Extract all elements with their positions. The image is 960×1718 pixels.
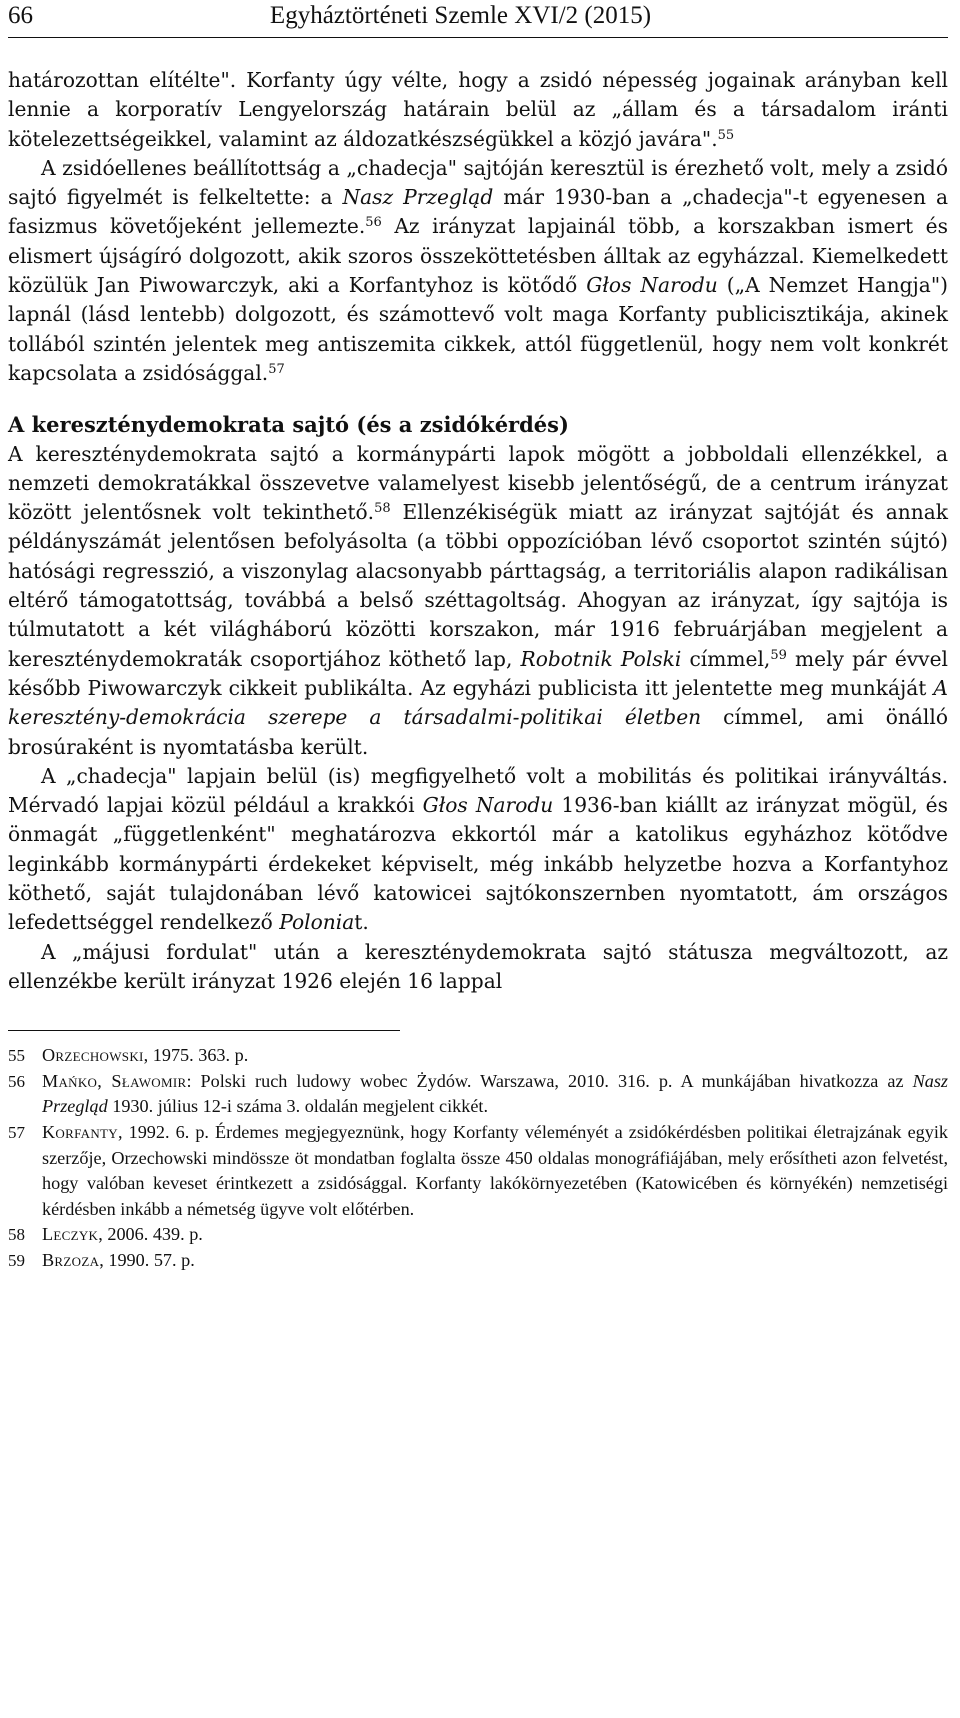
italic-title: A keresztény-demokrácia szerepe a társadalmi-politikai életben [8, 675, 948, 730]
page-header [8, 0, 948, 38]
paragraph-1-text: határozottan elítélte". Korfanty úgy vélte, hogy a zsidó népesség jogainak arányban kell lennie a korporatív Lengyelország határain belül az „állam és a társadalom iránti kötelezettségeikkel, valamint az áldozatkészségükkel a közjó javára". [8, 68, 948, 151]
footnote-author: Brzoza [42, 1249, 100, 1270]
paragraph-4-text: 1936-ban kiállt az irányzat mögül, és önmagát „függetlenként" meghatározva ekkortól már a katolikus egyházhoz kötődve leginkább kormánypárti érdekeket képviselt, még inkább helyzetbe hozva a Korfantyhoz köthető, saját tulajdonában lévő katowicei sajtókonszernben nyomtatott, ám országos lefedettséggel rendelkező [8, 793, 948, 935]
paragraph-5 [8, 938, 948, 997]
italic-title: Nasz Przegląd [42, 1070, 948, 1117]
footnote-author: Mańko, Sławomir [42, 1070, 187, 1091]
footnote-number: 59 [8, 1250, 25, 1270]
footnote-text [42, 1222, 948, 1248]
footnote-body: , 1990. 57. p. [99, 1249, 195, 1270]
footnote-author: Orzechowski [42, 1045, 144, 1066]
main-text [8, 66, 948, 996]
footnote-ref-59[interactable]: 59 [770, 647, 787, 663]
paragraph-3-text: címmel, ami önálló brosúraként is nyomtatásba került. [8, 705, 949, 759]
paragraph-2-text: már 1930-ban a „chadecja"-t egyenesen a fasizmus követőjeként jellemezte. [8, 185, 948, 239]
paragraph-3 [8, 440, 948, 762]
footnote-author: Leczyk [42, 1224, 99, 1245]
footnote-number: 58 [8, 1225, 25, 1245]
footnote-text [42, 1043, 948, 1069]
italic-title: Nasz Przegląd [342, 185, 494, 210]
italic-title: Głos Narodu [586, 273, 718, 298]
footnote-ref-58[interactable]: 58 [374, 501, 391, 517]
footnote-text [42, 1069, 948, 1120]
footnote-author: Korfanty [42, 1121, 118, 1142]
footnote-divider [8, 1030, 400, 1031]
footnote-56 [8, 1069, 948, 1120]
footnote-57 [8, 1120, 948, 1222]
section-heading: A kereszténydemokrata sajtó (és a zsidókérdés) [8, 412, 569, 438]
footnote-text [42, 1120, 948, 1222]
paragraph-4 [8, 762, 948, 938]
footnote-body: 1930. július 12-i száma 3. oldalán megjelent cikkét. [107, 1096, 489, 1117]
italic-title: Robotnik Polski [520, 646, 682, 671]
paragraph-4-text: A „chadecja" lapjain belül (is) megfigyelhető volt a mobilitás és politikai irányváltás. Mérvadó lapjai közül például a krakkói [8, 763, 948, 818]
paragraph-4-text: t. [354, 910, 369, 935]
paragraph-5-text: A „májusi fordulat" után a kereszténydemokrata sajtó státusza megváltozott, az ellenzékbe került irányzat 1926 elején 16 lappal [8, 939, 948, 993]
footnote-58 [8, 1222, 948, 1248]
footnote-body: , 2006. 439. p. [98, 1224, 203, 1245]
footnote-body: , 1992. 6. p. Érdemes megjegyeznünk, hogy Korfanty véleményét a zsidókérdésben politikai életrajzának egyik szerzője, Orzechowski mindössze öt mondatban foglalta össze 450 oldalas monográfiájában, mely erősítheti azon felvetést, hogy valóban keveset érintkezett a zsidósággal. Korfanty lakókörnyezetében (Katowicében és környékén) nemzetiségi kérdésben inkább a németség ügyve volt előtérben. [42, 1121, 948, 1219]
journal-title: Egyháztörténeti Szemle XVI/2 (2015) [269, 2, 652, 29]
footnote-text [42, 1248, 948, 1274]
italic-title: Polonia [279, 910, 355, 935]
paragraph-3-text: A kereszténydemokrata sajtó a kormánypárti lapok mögött a jobboldali ellenzékkel, a nemzeti demokratákkal összevetve valamelyest kisebb jelentőségű, de a centrum irányzat között jelentősnek volt tekinthető. [8, 441, 948, 525]
paragraph-2-text: Az irányzat lapjainál több, a korszakban ismert és elismert újságíró dolgozott, akik szoros összeköttetésben álltak az egyházzal. Kiemelkedett közülük Jan Piwowarczyk, aki a Korfantyhoz is kötődő [8, 214, 948, 298]
page-number: 66 [8, 2, 33, 29]
footnote-59 [8, 1248, 948, 1274]
paragraph-3-text: mely pár évvel később Piwowarczyk cikkeit publikálta. Az egyházi publicista itt jelentette meg munkáját [8, 646, 948, 700]
paragraph-1 [8, 66, 948, 154]
footnote-number: 55 [8, 1046, 25, 1066]
paragraph-3-text: Ellenzékiségük miatt az irányzat sajtóját és annak példányszámát jelentősen befolyásolta (a többi oppozícióban lévő csoportot szintén sújtó) hatósági regresszió, a viszonylag alacsonyabb párttagság, a territoriális alapon radikálisan eltérő támogatottság, továbbá a belső széttagoltság. Ahogyan az irányzat, így sajtója is túlmutatott a két világháború közötti korszakon, már 1916 februárjában megjelent a kereszténydemokraták csoportjához köthető lap, [8, 500, 948, 671]
footnote-ref-57[interactable]: 57 [268, 361, 285, 377]
paragraph-3-text: címmel, [681, 646, 771, 671]
footnote-body: , 1975. 363. p. [143, 1045, 249, 1066]
footnote-ref-56[interactable]: 56 [365, 215, 382, 231]
footnote-ref-55[interactable]: 55 [717, 127, 735, 143]
footnote-55 [8, 1043, 948, 1069]
footnote-number: 56 [8, 1071, 25, 1091]
footnote-body: : Polski ruch ludowy wobec Żydów. Warszawa, 2010. 316. p. A munkájában hivatkozza az [186, 1070, 913, 1091]
paragraph-2-text: A zsidóellenes beállítottság a „chadecja" sajtóján keresztül is érezhető volt, mely a zsidó sajtó figyelmét is felkeltette: a [8, 155, 948, 210]
footnote-number: 57 [8, 1122, 25, 1142]
italic-title: Głos Narodu [422, 793, 554, 818]
paragraph-2-text: („A Nemzet Hangja") lapnál (lásd lentebb) dolgozott, és számottevő volt maga Korfanty publicisztikája, akinek tollából szintén jelentek meg antiszemita cikkek, attól függetlenül, hogy nem volt konkrét kapcsolata a zsidósággal. [8, 273, 949, 385]
paragraph-2 [8, 154, 948, 388]
footnotes [8, 1043, 948, 1273]
